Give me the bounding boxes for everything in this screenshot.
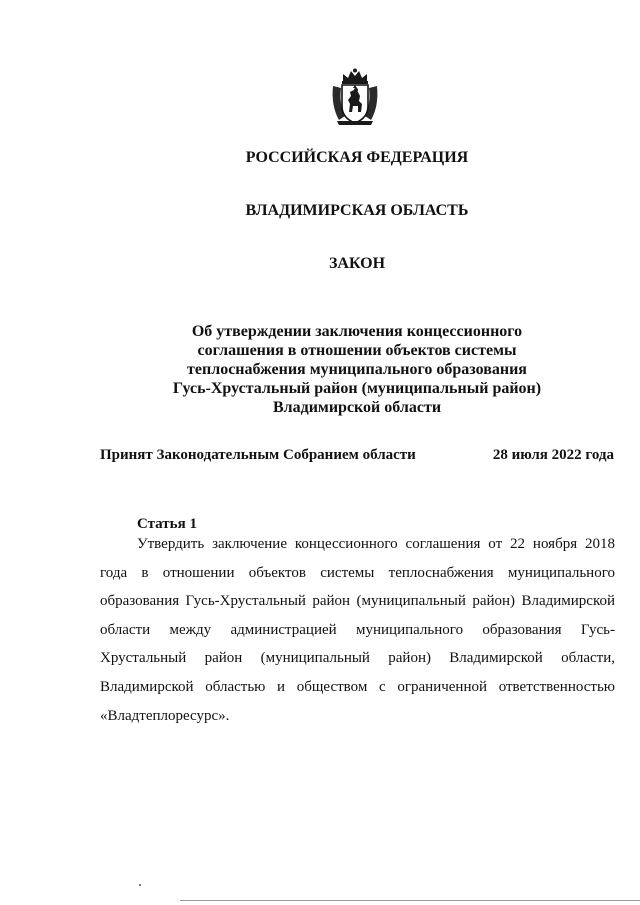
adopted-by: Принят Законодательным Собранием области <box>100 447 416 463</box>
coat-of-arms-icon <box>329 68 381 126</box>
article-heading: Статья 1 <box>137 516 197 532</box>
page-edge-line <box>180 900 640 901</box>
article-text: Утвердить заключение концессионного соглашения от 22 ноября 2018 года в отношении объектов системы теплоснабжения муниципального образования Гусь-Хрустальный район (муниципальный район) Владимирской области между администрацией муниципального образования Гусь-Хрустальный район (муниципальный район) Владимирской области, Владимирской областью и обществом с ограниченной ответственностью «Владтеплоресурс». <box>100 536 615 724</box>
country-heading: РОССИЙСКАЯ ФЕДЕРАЦИЯ <box>245 149 469 166</box>
law-subject-title <box>0 322 640 417</box>
subject-line: Гусь-Хрустальный район (муниципальный район) <box>172 380 542 397</box>
adoption-line <box>100 446 614 464</box>
scan-artifact <box>139 884 141 886</box>
region-heading: ВЛАДИМИРСКАЯ ОБЛАСТЬ <box>245 202 469 219</box>
adoption-date: 28 июля 2022 года <box>492 447 614 463</box>
subject-line: Об утверждении заключения концессионного <box>191 323 523 340</box>
subject-line: теплоснабжения муниципального образования <box>187 361 527 378</box>
subject-line: Владимирской области <box>272 399 442 416</box>
document-type-heading: ЗАКОН <box>328 255 386 272</box>
subject-line: соглашения в отношении объектов системы <box>197 342 517 359</box>
